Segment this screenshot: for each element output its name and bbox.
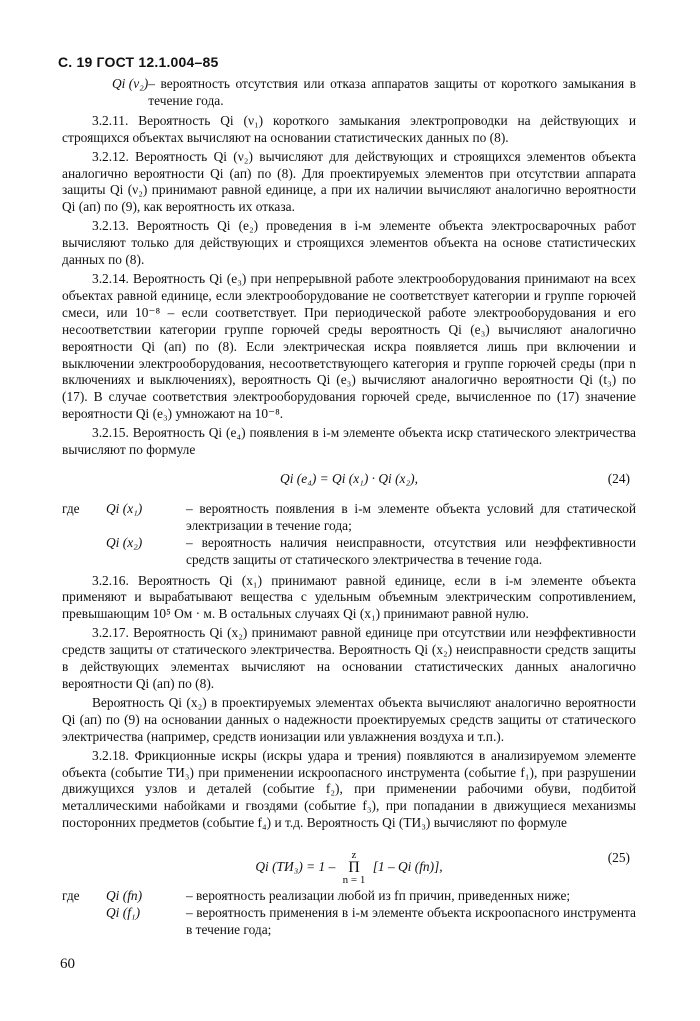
formula-expression [255,850,442,886]
definition-text: – вероятность появления в i-м элементе объекта условий для статической электризации в течение года; [186,500,636,533]
paragraph-3-2-15: 3.2.15. Вероятность Qi (e₄) появления в i-м элементе объекта искр статического электричества вычисляют по формуле [62,425,636,458]
definition-lead: где [62,500,80,516]
paragraph-3-2-13: 3.2.13. Вероятность Qi (e₂) проведения в i-м элементе объекта электросварочных работ вычисляют только для действующих и строящихся элементов объекта на основе статистических данных по (8). [62,218,636,268]
definition-symbol: Qi (x₁) [106,500,143,516]
document-body [62,76,636,943]
paragraph-3-2-14: 3.2.14. Вероятность Qi (e₃) при непрерывной работе электрооборудования принимают на всех объектах равной единице, если электрооборудование не соответствует категории и группе горючей смеси, или 10⁻⁸ – если соответствует. При периодической работе электрооборудования и его несоответствии категории группе горючей среды вероятность Qi (e₃) вычисляют аналогично вероятности Qi (aп) по (8). Если электрическая искра появляется лишь при включении и выключении электрооборудования, несоответствующего категория и группе горючей среды (при n включениях и выключениях), вероятность Qi (e₃) вычисляют аналогично вероятности Qi (t₃) по (17). В случае соответствия электрооборудования горючей среде, вычисленное по (17) значение вероятности Qi (e₃) умножают на 10⁻⁸. [62,270,636,422]
definition-symbol: Qi (f₁) [106,905,141,921]
definition-text: – вероятность реализации любой из fп причин, приведенных ниже; [186,888,571,904]
definition-text: – вероятность наличия неисправности, отсутствия или неэффективности средств защиты от статического электричества в течение года. [186,534,636,567]
formula-24 [62,463,636,497]
paragraph-3-2-18: 3.2.18. Фрикционные искры (искры удара и трения) появляются в анализируемом элементе объекта (событие ТИ₃) при применении искроопасного инструмента (событие f₁), при разрушении движущихся узлов и деталей (событие f₂), при применении рабочими обуви, подбитой металлическими набойками и гвоздями (событие f₃), при попадании в движущиеся механизмы посторонних предметов (событие f₄) и т.д. Вероятность Qi (ТИ₃) вычисляют по формуле [62,747,636,831]
definition-text: – вероятность применения в i-м элементе объекта искроопасного инструмента в течение года; [186,905,636,937]
formula-expression: Qi (e₄) = Qi (x₁) · Qi (x₂), [280,470,418,486]
definition-list [62,501,636,569]
page-number: 60 [60,956,75,972]
formula-number: (25) [607,850,630,866]
paragraph-3-2-17: 3.2.17. Вероятность Qi (x₂) принимают равной единице при отсутствии или неэффективности средств защиты от статического электричества. Вероятность Qi (x₂) неисправности средств защиты в действующих элементах вычисляют на основании статистических данных аналогично вероятности Qi (aп) по (8). [62,625,636,691]
paragraph-x2-projected: Вероятность Qi (x₂) в проектируемых элементах объекта вычисляют аналогично вероятности Qi (aп) по (9) на основании данных о надежности проектируемых средств защиты от статического электричества (например, средств ионизации или увлажнения воздуха и т.п.). [62,694,636,744]
page-header: С. 19 ГОСТ 12.1.004–85 [58,54,219,70]
formula-number: (24) [607,470,630,486]
formula-25 [62,836,636,887]
definition-lead [62,905,106,939]
definition-text: – вероятность отсутствия или отказа аппаратов защиты от короткого замыкания в течение года. [148,76,636,108]
product-operator [343,850,366,886]
product-lower-limit: n = 1 [342,874,366,887]
paragraph-3-2-11: 3.2.11. Вероятность Qi (ν₁) короткого замыкания электропроводки на действующих и строящихся объектах вычисляют на основании статистических данных по (8). [62,112,636,145]
definition-list [62,888,636,939]
definition-symbol: Qi (x₂) [106,534,143,550]
definition-symbol: Qi (fп) [106,888,143,904]
formula-lhs: Qi (ТИ₃) = 1 – [255,859,336,875]
definition-symbol: Qi (ν₂) [112,76,149,91]
paragraph-3-2-16: 3.2.16. Вероятность Qi (x₁) принимают равной единице, если в i-м элементе объекта применяют и вырабатывают вещества с удельным объемным электрическим сопротивлением, превышающим 10⁵ Ом · м. В остальных случаях Qi (x₁) принимают равной нулю. [62,572,636,622]
definition-lead: где [62,888,80,904]
formula-rhs: [1 – Qi (fп)], [372,859,443,875]
product-upper-limit: z [351,849,357,862]
definition-list [62,76,636,110]
definition-lead [62,535,106,569]
paragraph-3-2-12: 3.2.12. Вероятность Qi (ν₂) вычисляют для действующих и строящихся элементов объекта аналогично вероятности Qi (aп) по (8). Для проектируемых элементов при отсутствии аппарата защиты Qi (ν₂) принимают равной единице, а при их наличии вычисляют аналогично вероятности Qi (aп) по (9), как вероятность их отказа. [62,148,636,215]
product-symbol: Π [348,859,360,877]
